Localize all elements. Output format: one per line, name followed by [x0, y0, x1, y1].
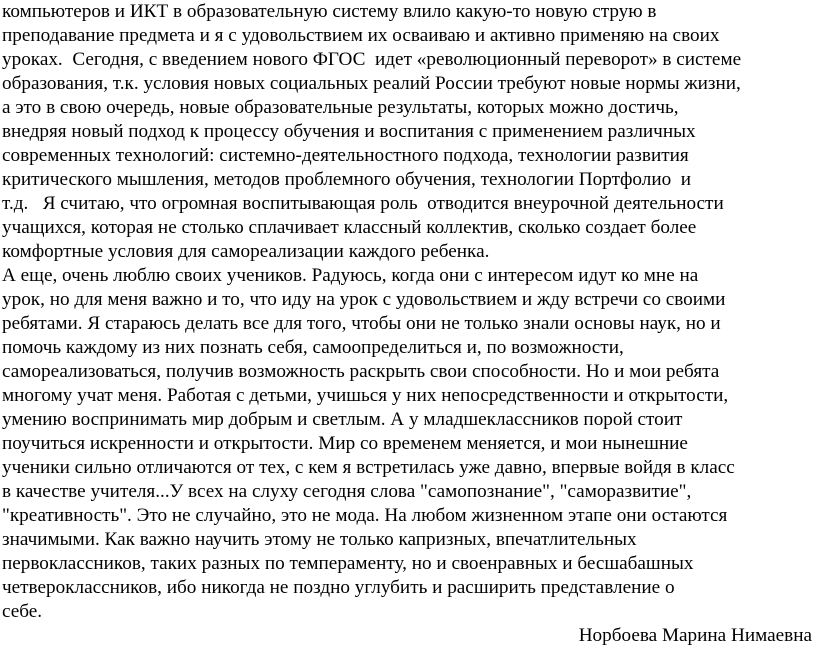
text-line: ребятами. Я стараюсь делать все для того, чтобы они не только знали основы наук, но и	[2, 313, 721, 334]
author-signature: Норбоева Марина Нимаевна	[578, 625, 812, 646]
text-line: помочь каждому из них познать себя, самоопределиться и, по возможности,	[2, 337, 624, 358]
text-line: умению воспринимать мир добрым и светлым. А у младшеклассников порой стоит	[2, 409, 683, 430]
text-line: преподавание предмета и я с удовольствием их осваиваю и активно применяю на своих	[2, 25, 720, 46]
text-line: ученики сильно отличаются от тех, с кем я встретилась уже давно, впервые войдя в класс	[2, 457, 735, 478]
text-line: четвероклассников, ибо никогда не поздно углубить и расширить представление о	[2, 577, 675, 598]
text-line: самореализоваться, получив возможность раскрыть свои способности. Но и мои ребята	[2, 361, 720, 382]
text-line: т.д. Я считаю, что огромная воспитывающая роль отводится внеурочной деятельности	[2, 193, 724, 214]
text-line: многому учат меня. Работая с детьми, учишься у них непосредственности и открытости,	[2, 385, 729, 406]
text-line: учащихся, которая не столько сплачивает классный коллектив, сколько создает более	[2, 217, 697, 238]
text-line: А еще, очень люблю своих учеников. Радуюсь, когда они с интересом идут ко мне на	[2, 265, 699, 286]
text-line: внедряя новый подход к процессу обучения и воспитания с применением различных	[2, 121, 696, 142]
text-line: компьютеров и ИКТ в образовательную систему влило какую-то новую струю в	[2, 1, 657, 22]
text-line: современных технологий: системно-деятельностного подхода, технологии развития	[2, 145, 689, 166]
text-line: "креативность". Это не случайно, это не мода. На любом жизненном этапе они остаются	[2, 505, 728, 526]
text-line: комфортные условия для самореализации каждого ребенка.	[2, 241, 490, 262]
text-line: а это в свою очередь, новые образовательные результаты, которых можно достичь,	[2, 97, 679, 118]
text-line: значимыми. Как важно научить этому не только капризных, впечатлительных	[2, 529, 637, 550]
text-line: первоклассников, таких разных по темпераменту, но и своенравных и бесшабашных	[2, 553, 694, 574]
text-line: в качестве учителя...У всех на слуху сегодня слова "самопознание", "саморазвитие",	[2, 481, 692, 502]
text-line: себе.	[2, 601, 43, 622]
text-line: урок, но для меня важно и то, что иду на урок с удовольствием и жду встречи со своими	[2, 289, 726, 310]
text-line: критического мышления, методов проблемного обучения, технологии Портфолио и	[2, 169, 692, 190]
text-line: уроках. Сегодня, с введением нового ФГОС идет «революционный переворот» в системе	[2, 49, 742, 70]
text-line: поучиться искренности и открытости. Мир со временем меняется, и мои нынешние	[2, 433, 688, 454]
text-line: образования, т.к. условия новых социальных реалий России требуют новые нормы жизни,	[2, 73, 741, 94]
